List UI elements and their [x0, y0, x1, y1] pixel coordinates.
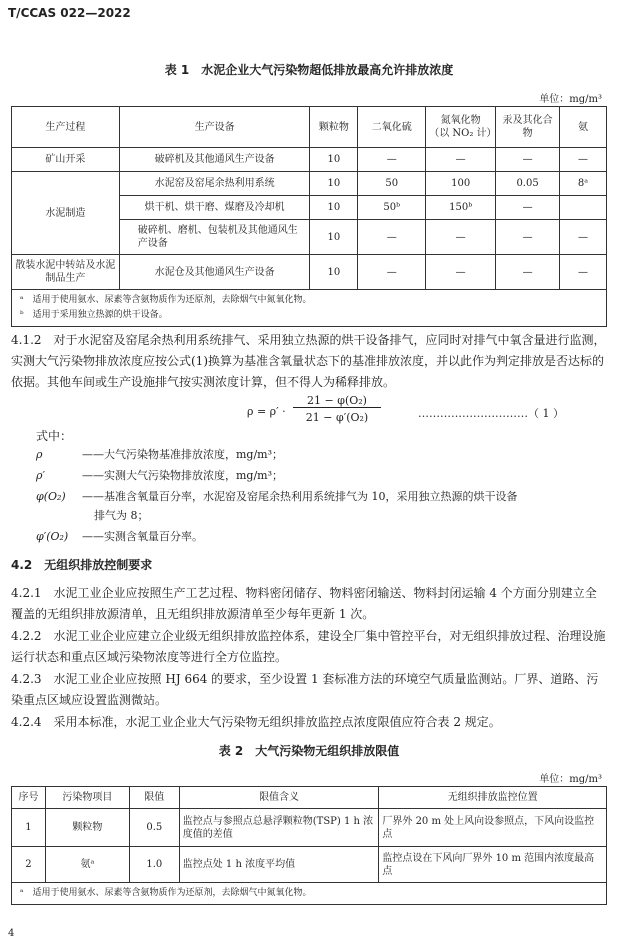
definition-item: [36, 446, 518, 463]
cell-no: 1: [12, 809, 46, 847]
table1-notes: [12, 290, 607, 327]
clause-4-2-2: [11, 626, 607, 668]
clause-4-2-4-text: 4.2.4 采用本标准，水泥工业企业大气污染物无组织排放监控点浓度限值应符合表 2 规定。: [11, 715, 501, 729]
def-text: ——大气污染物基准排放浓度，mg/m³；: [82, 448, 284, 461]
th-pm: 颗粒物: [310, 107, 358, 148]
where-label: 式中：: [36, 429, 73, 443]
cell-nh3: [560, 196, 607, 220]
th-nh3: 氨: [560, 107, 607, 148]
def-text: ——实测大气污染物排放浓度，mg/m³；: [82, 469, 284, 482]
th-equipment: 生产设备: [119, 107, 310, 148]
cell-pm: 10: [310, 196, 358, 220]
table2-title: 表 2 大气污染物无组织排放限值: [218, 744, 400, 758]
clause-4-2-1-text: 4.2.1 水泥工业企业应按照生产工艺过程、物料密闭储存、物料密闭输送、物料封闭运输 4 个方面分别建立全覆盖的无组织排放源清单，且无组织排放源清单至少每年更新 1 次。: [11, 586, 597, 621]
cell-process: 水泥制造: [12, 172, 120, 255]
table2-unit: 单位：mg/m³: [539, 774, 602, 785]
cell-pm: 10: [310, 220, 358, 255]
cell-hg: —: [496, 148, 560, 172]
formula-numerator: 21 − φ(O₂): [293, 394, 381, 408]
cell-location: 厂界外 20 m 处上风向设参照点，下风向设监控点: [379, 809, 607, 847]
table2: [11, 786, 607, 905]
cell-nox: —: [426, 255, 496, 290]
th-no: 序号: [12, 787, 46, 809]
definition-item: [36, 488, 518, 505]
def-symbol: ρ: [36, 448, 43, 461]
standard-number: T/CCAS 022—2022: [8, 6, 131, 20]
cell-equipment: 破碎机及其他通风生产设备: [119, 148, 310, 172]
def-symbol: φ′(O₂): [36, 530, 69, 543]
cell-no: 2: [12, 847, 46, 883]
cell-pm: 10: [310, 172, 358, 196]
table1-note-a: ᵃ 适用于使用氨水、尿素等含氨物质作为还原剂，去除烟气中氮氧化物。: [20, 295, 312, 305]
clause-4-2-4: [11, 712, 607, 733]
definition-list: [36, 446, 518, 545]
cell-nh3: —: [560, 148, 607, 172]
cell-nh3: —: [560, 220, 607, 255]
cell-nox: —: [426, 148, 496, 172]
table1: [11, 106, 607, 327]
table-row: [12, 148, 607, 172]
def-symbol: ρ′: [36, 469, 45, 482]
clause-4-1-2: [11, 330, 607, 393]
cell-equipment: 破碎机、磨机、包装机及其他通风生产设备: [119, 220, 310, 255]
cell-nh3: 8ᵃ: [560, 172, 607, 196]
th-so2: 二氧化硫: [358, 107, 426, 148]
cell-equipment: 水泥仓及其他通风生产设备: [119, 255, 310, 290]
th-process: 生产过程: [12, 107, 120, 148]
cell-hg: —: [496, 255, 560, 290]
cell-process: 散装水泥中转站及水泥制品生产: [12, 255, 120, 290]
formula-denominator: 21 − φ′(O₂): [305, 411, 369, 424]
table2-note: ᵃ 适用于使用氨水、尿素等含氨物质作为还原剂，去除烟气中氮氧化物。: [12, 883, 607, 905]
cell-hg: 0.05: [496, 172, 560, 196]
cell-process: 矿山开采: [12, 148, 120, 172]
def-text: ——基准含氧量百分率，水泥窑及窑尾余热利用系统排气为 10，采用独立热源的烘干设备: [82, 490, 518, 503]
cell-so2: —: [358, 255, 426, 290]
section-4-2-heading: 4.2 无组织排放控制要求: [11, 558, 153, 572]
table-row: [12, 809, 607, 847]
formula-number: …………………………（ 1 ）: [418, 407, 564, 420]
th-location: 无组织排放监控位置: [379, 787, 607, 809]
th-nox-line2: （以 NO₂ 计）: [429, 128, 497, 139]
cell-nox: 100: [426, 172, 496, 196]
table1-notes-row: [12, 290, 607, 327]
def-symbol: φ(O₂): [36, 490, 66, 503]
clause-4-1-2-text: 4.1.2 对于水泥窑及窑尾余热利用系统排气、采用独立热源的烘干设备排气，应同时对排气中氧含量进行监测，实测大气污染物排放浓度应按公式(1)换算为基准含氧量状态下的基准排放浓度，并以此作为判定排放是否达标的依据。其他车间或生产设施排气按实测浓度计算，但不得人为稀释排放。: [11, 333, 606, 389]
cell-limit: 0.5: [129, 809, 179, 847]
cell-so2: 50: [358, 172, 426, 196]
cell-nox: —: [426, 220, 496, 255]
table-row: [12, 172, 607, 196]
cell-so2: 50ᵇ: [358, 196, 426, 220]
table1-unit: 单位：mg/m³: [539, 94, 602, 105]
clause-4-2-1: [11, 583, 607, 625]
table1-header-row: [12, 107, 607, 148]
def-text: ——实测含氧量百分率。: [82, 530, 203, 543]
cell-location: 监控点设在下风向厂界外 10 m 范围内浓度最高点: [379, 847, 607, 883]
cell-so2: —: [358, 148, 426, 172]
cell-limit: 1.0: [129, 847, 179, 883]
th-nox: [426, 107, 496, 148]
th-meaning: 限值含义: [179, 787, 379, 809]
clause-4-2-2-text: 4.2.2 水泥工业企业应建立企业级无组织排放监控体系，建设全厂集中管控平台，对无组织排放过程、治理设施运行状态和重点区域污染物浓度等进行全方位监控。: [11, 629, 606, 664]
cell-item: 氨ᵃ: [45, 847, 129, 883]
cell-pm: 10: [310, 255, 358, 290]
cell-pm: 10: [310, 148, 358, 172]
table-row: [12, 255, 607, 290]
def-text: 排气为 8；: [94, 509, 149, 522]
cell-equipment: 水泥窑及窑尾余热利用系统: [119, 172, 310, 196]
clause-4-2-3: [11, 669, 607, 711]
table-row: [12, 847, 607, 883]
page-number: 4: [8, 928, 15, 939]
formula-lhs: ρ = ρ′ ·: [247, 405, 286, 418]
definition-item: [36, 507, 518, 524]
cell-hg: —: [496, 196, 560, 220]
cell-equipment: 烘干机、烘干磨、煤磨及冷却机: [119, 196, 310, 220]
definition-item: [36, 528, 518, 545]
th-item: 污染物项目: [45, 787, 129, 809]
th-limit: 限值: [129, 787, 179, 809]
cell-hg: —: [496, 220, 560, 255]
table1-title: 表 1 水泥企业大气污染物超低排放最高允许排放浓度: [164, 63, 454, 77]
definition-item: [36, 467, 518, 484]
cell-nh3: —: [560, 255, 607, 290]
table1-note-b: ᵇ 适用于采用独立热源的烘干设备。: [20, 310, 168, 320]
cell-meaning: 监控点处 1 h 浓度平均值: [179, 847, 379, 883]
cell-item: 颗粒物: [45, 809, 129, 847]
th-hg: 汞及其化合物: [496, 107, 560, 148]
clause-4-2-3-text: 4.2.3 水泥工业企业应按照 HJ 664 的要求，至少设置 1 套标准方法的环境空气质量监测站。厂界、道路、污染重点区域应设置监测微站。: [11, 672, 599, 707]
cell-so2: —: [358, 220, 426, 255]
table2-header-row: [12, 787, 607, 809]
cell-meaning: 监控点与参照点总悬浮颗粒物(TSP) 1 h 浓度值的差值: [179, 809, 379, 847]
cell-nox: 150ᵇ: [426, 196, 496, 220]
th-nox-line1: 氮氧化物: [440, 115, 481, 126]
table2-notes-row: [12, 883, 607, 905]
